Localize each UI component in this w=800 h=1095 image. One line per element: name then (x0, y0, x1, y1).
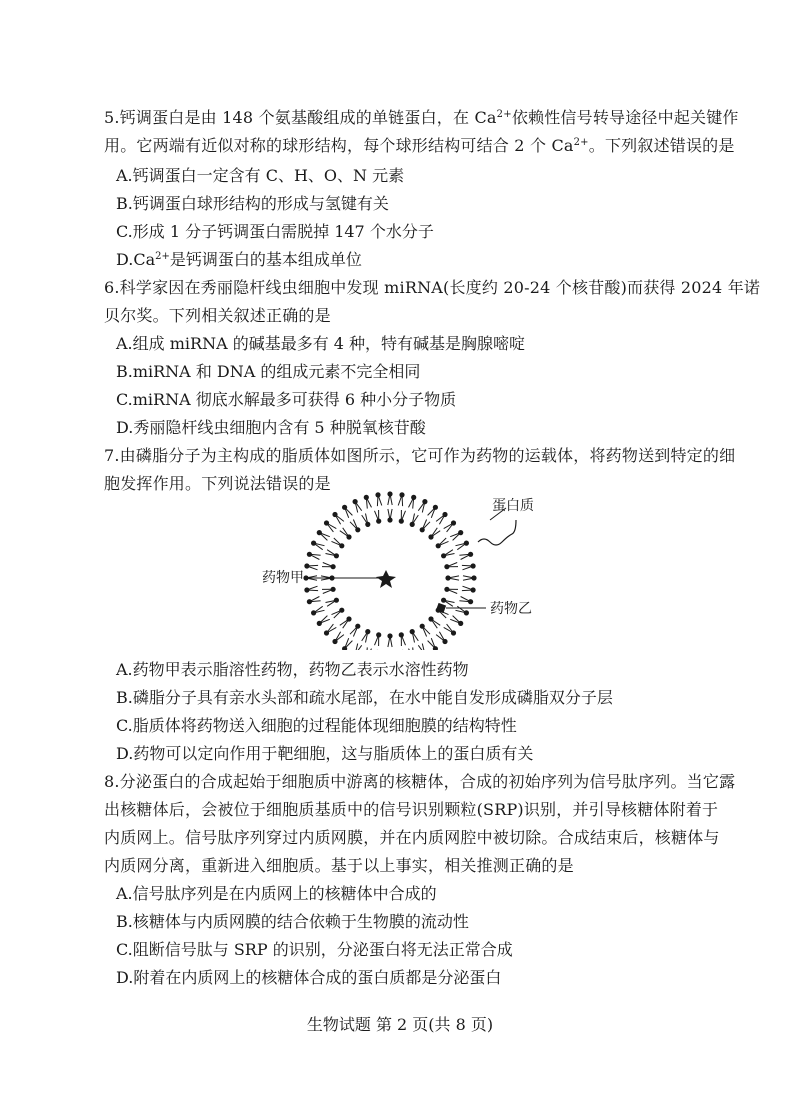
hydrophilic-head (324, 630, 329, 635)
outer-phospholipid (353, 644, 362, 651)
outer-phospholipid (332, 632, 344, 644)
outer-phospholipid (450, 530, 463, 540)
outer-phospholipid (459, 552, 473, 560)
hydrophilic-head (464, 610, 469, 615)
outer-phospholipid (444, 624, 456, 636)
q8-option-b: B.核糖体与内质网膜的结合依赖于生物膜的流动性 (116, 912, 469, 931)
q6-option-d: D.秀丽隐杆线虫细胞内含有 5 种脱氧核苷酸 (116, 418, 426, 437)
inner-phospholipid (420, 520, 430, 533)
hydrophilic-head (387, 491, 392, 496)
drug-a-star-icon (376, 570, 396, 588)
outer-phospholipid (409, 495, 417, 509)
q6-stem-line1: 6.科学家因在秀丽隐杆线虫细胞中发现 miRNA(长度约 20-24 个核苷酸)而获得 2024 年诺 (104, 278, 761, 297)
inner-phospholipid (332, 538, 345, 548)
q5-option-d-sup: 2+ (155, 251, 170, 262)
outer-phospholipid (456, 541, 470, 550)
protein-coil (478, 520, 516, 545)
hydrophilic-head (304, 587, 309, 592)
q8-option-d: D.附着在内质网上的核糖体合成的蛋白质都是分泌蛋白 (116, 968, 502, 987)
hydrophilic-head (355, 527, 360, 532)
inner-phospholipid (362, 629, 371, 643)
outer-phospholipid (375, 492, 381, 506)
inner-phospholipid (362, 514, 371, 528)
q5-stem (104, 104, 739, 160)
hydrophilic-head (428, 616, 433, 621)
q7-option-c: C.脂质体将药物送入细胞的过程能体现细胞膜的结构特性 (116, 716, 517, 735)
hydrophilic-head (346, 534, 351, 539)
outer-phospholipid (436, 632, 447, 644)
inner-phospholipid (322, 563, 336, 570)
q5-option-c: C.形成 1 分子钙调蛋白需脱掉 147 个水分子 (116, 222, 434, 241)
hydrophilic-head (444, 564, 449, 569)
inner-phospholipid (410, 514, 419, 528)
q7-stem-line2: 胞发挥作用。下列说法错误的是 (104, 474, 331, 493)
hydrophilic-head (331, 587, 336, 592)
hydrophilic-head (471, 563, 476, 568)
hydrophilic-head (317, 621, 322, 626)
hydrophilic-head (436, 543, 441, 548)
outer-phospholipid (324, 520, 336, 532)
outer-phospholipid (463, 575, 477, 580)
hydrophilic-head (422, 499, 427, 504)
outer-phospholipid (398, 492, 404, 506)
inner-phospholipid (350, 624, 360, 637)
outer-phospholipid (307, 552, 321, 560)
q6-option-b: B.miRNA 和 DNA 的组成元素不完全相同 (116, 362, 421, 381)
hydrophilic-head (339, 543, 344, 548)
hydrophilic-head (458, 530, 463, 535)
inner-phospholipid (375, 632, 382, 646)
q5-option-b: B.钙调蛋白球形结构的形成与氢键有关 (116, 194, 389, 213)
hydrophilic-head (420, 527, 425, 532)
hydrophilic-head (399, 632, 404, 637)
q8-stem-line1: 8.分泌蛋白的合成起始于细胞质中游离的核糖体，合成的初始序列为信号肽序列。当它露 (104, 772, 736, 791)
inner-phospholipid (326, 550, 340, 559)
hydrophilic-head (342, 505, 347, 510)
outer-phospholipid (311, 541, 325, 550)
outer-phospholipid (304, 563, 318, 569)
outer-phospholipid (342, 505, 352, 518)
inner-phospholipid (387, 633, 392, 647)
hydrophobic-tail (355, 644, 358, 651)
outer-phospholipid (332, 512, 344, 524)
hydrophilic-head (442, 639, 447, 644)
hydrophilic-head (365, 522, 370, 527)
inner-phospholipid (428, 616, 440, 628)
page-footer: 生物试题 第 2 页(共 8 页) (306, 1015, 494, 1034)
hydrophobic-tail (366, 647, 367, 650)
hydrophilic-head (411, 495, 416, 500)
outer-phospholipid (387, 491, 392, 505)
outer-phospholipid (364, 495, 372, 509)
hydrophilic-head (364, 495, 369, 500)
q5-stem-line2b: 。下列叙述错误的是 (588, 136, 735, 155)
hydrophilic-head (317, 530, 322, 535)
inner-phospholipid (399, 632, 406, 646)
hydrophilic-head (311, 610, 316, 615)
outer-phospholipid (418, 644, 427, 651)
outer-phospholipid (459, 597, 473, 605)
hydrophilic-head (399, 492, 404, 497)
protein-label: 蛋白质 (492, 498, 534, 514)
hydrophilic-head (311, 541, 316, 546)
inner-phospholipid (441, 550, 455, 559)
outer-phospholipid (462, 586, 476, 592)
hydrophilic-head (332, 512, 337, 517)
outer-phospholipid (428, 505, 438, 518)
hydrophilic-head (468, 552, 473, 557)
hydrophilic-head (331, 564, 336, 569)
outer-phospholipid (304, 586, 318, 592)
inner-phospholipid (444, 587, 458, 594)
inner-phospholipid (445, 575, 459, 580)
inner-phospholipid (350, 520, 360, 533)
hydrophilic-head (442, 512, 447, 517)
hydrophilic-head (307, 599, 312, 604)
hydrophilic-head (376, 519, 381, 524)
q5-stem-sup1: 2+ (496, 109, 512, 120)
outer-phospholipid (317, 616, 330, 626)
hydrophilic-head (339, 608, 344, 613)
outer-phospholipid (436, 512, 447, 524)
q6-option-a: A.组成 miRNA 的碱基最多有 4 种，特有碱基是胸腺嘧啶 (116, 334, 526, 353)
q7-option-d: D.药物可以定向作用于靶细胞，这与脂质体上的蛋白质有关 (116, 744, 534, 763)
q5-stem-line1b: 依赖性信号转导途径中起关键作 (511, 108, 739, 127)
outer-phospholipid (317, 530, 330, 540)
inner-phospholipid (399, 510, 406, 524)
q5-stem-line2: 用。它两端有近似对称的球形结构，每个球形结构可结合 2 个 Ca (104, 136, 574, 155)
q7-option-b: B.磷脂分子具有亲水头部和疏水尾部，在水中能自发形成磷脂双分子层 (116, 688, 613, 707)
hydrophilic-head (346, 616, 351, 621)
q8-option-c: C.阻断信号肽与 SRP 的识别，分泌蛋白将无法正常合成 (116, 940, 513, 959)
q5-option-d-post: 是钙调蛋白的基本组成单位 (169, 250, 362, 269)
q6-stem-line2: 贝尔奖。下列相关叙述正确的是 (104, 306, 331, 325)
outer-phospholipid (462, 563, 476, 569)
hydrophilic-head (365, 629, 370, 634)
drug-b-label: 药物乙 (490, 601, 532, 617)
drug-a-label: 药物甲 (262, 570, 304, 586)
inner-phospholipid (387, 509, 392, 523)
q8-option-a: A.信号肽序列是在内质网上的核糖体中合成的 (116, 884, 437, 903)
hydrophilic-head (332, 639, 337, 644)
hydrophilic-head (376, 632, 381, 637)
inner-phospholipid (340, 528, 352, 540)
outer-phospholipid (444, 520, 456, 532)
inner-phospholipid (322, 587, 336, 594)
hydrophilic-head (420, 624, 425, 629)
inner-phospholipid (340, 616, 352, 628)
q5-option-d (116, 246, 362, 274)
hydrophilic-head (353, 499, 358, 504)
hydrophilic-head (304, 563, 309, 568)
liposome-diagram (260, 490, 560, 650)
hydrophilic-head (387, 633, 392, 638)
hydrophilic-head (428, 534, 433, 539)
hydrophilic-head (464, 541, 469, 546)
inner-phospholipid (410, 629, 419, 643)
q8-stem (104, 768, 736, 880)
q7-stem-line1: 7.由磷脂分子为主构成的脂质体如图所示，它可作为药物的运载体，将药物送到特定的细 (104, 446, 736, 465)
hydrophilic-head (444, 587, 449, 592)
inner-phospholipid (375, 510, 382, 524)
hydrophilic-head (458, 621, 463, 626)
q8-stem-line2: 出核糖体后，会被位于细胞质基质中的信号识别颗粒(SRP)识别，并引导核糖体附着于 (104, 800, 719, 819)
q5-stem-sup2: 2+ (573, 137, 589, 148)
hydrophilic-head (410, 522, 415, 527)
hydrophilic-head (307, 552, 312, 557)
inner-phospholipid (326, 598, 340, 607)
hydrophilic-head (471, 575, 476, 580)
hydrophobic-tail (413, 647, 414, 650)
inner-phospholipid (444, 563, 458, 570)
outer-phospholipid (409, 647, 417, 650)
outer-phospholipid (364, 647, 372, 650)
hydrophobic-tail (422, 644, 425, 651)
hydrophilic-head (441, 553, 446, 558)
hydrophilic-head (355, 624, 360, 629)
outer-phospholipid (450, 616, 463, 626)
hydrophilic-head (334, 553, 339, 558)
hydrophilic-head (451, 630, 456, 635)
hydrophilic-head (445, 575, 450, 580)
hydrophilic-head (471, 587, 476, 592)
inner-phospholipid (332, 608, 345, 618)
inner-phospholipid (428, 528, 440, 540)
hydrophilic-head (324, 520, 329, 525)
hydrophilic-head (375, 492, 380, 497)
q5-stem-line1: 5.钙调蛋白是由 148 个氨基酸组成的单链蛋白，在 Ca (104, 108, 497, 127)
q8-stem-line3: 内质网上。信号肽序列穿过内质网膜，并在内质网腔中被切除。合成结束后，核糖体与 (104, 828, 720, 847)
q6-stem (104, 274, 761, 330)
outer-phospholipid (324, 624, 336, 636)
outer-phospholipid (311, 606, 325, 615)
q6-option-c: C.miRNA 彻底水解最多可获得 6 种小分子物质 (116, 390, 457, 409)
outer-phospholipid (418, 499, 427, 513)
hydrophilic-head (399, 519, 404, 524)
hydrophilic-head (468, 599, 473, 604)
phospholipid-bilayer (303, 491, 476, 650)
outer-phospholipid (342, 638, 352, 650)
hydrophilic-head (451, 520, 456, 525)
hydrophilic-head (441, 598, 446, 603)
outer-phospholipid (353, 499, 362, 513)
hydrophilic-head (433, 505, 438, 510)
inner-phospholipid (420, 624, 430, 637)
q7-option-a: A.药物甲表示脂溶性药物，药物乙表示水溶性药物 (116, 660, 469, 679)
outer-phospholipid (307, 597, 321, 605)
inner-phospholipid (436, 538, 449, 548)
outer-phospholipid (428, 638, 438, 650)
q5-option-a: A.钙调蛋白一定含有 C、H、O、N 元素 (116, 166, 405, 185)
q8-stem-line4: 内质网分离，重新进入细胞质。基于以上事实，相关推测正确的是 (104, 856, 574, 875)
hydrophilic-head (410, 629, 415, 634)
hydrophilic-head (387, 517, 392, 522)
q5-option-d-pre: D.Ca (116, 250, 156, 269)
hydrophilic-head (334, 598, 339, 603)
